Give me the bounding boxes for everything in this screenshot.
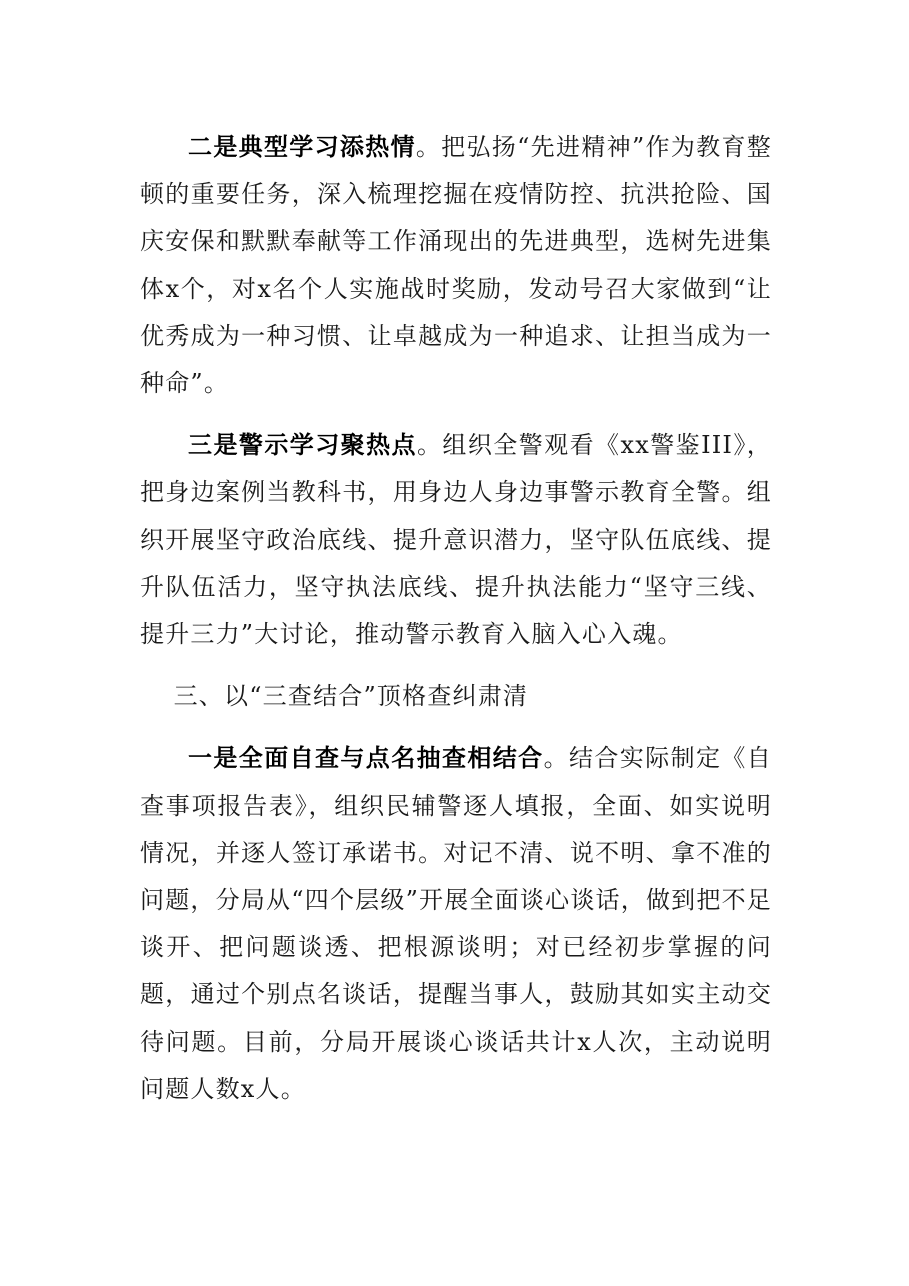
paragraph-lead: 三是警示学习聚热点	[188, 431, 417, 460]
paragraph-warning-learning	[140, 422, 772, 658]
paragraph-body: 。把弘扬“先进精神”作为教育整顿的重要任务，深入梳理挖掘在疫情防控、抗洪抢险、国庆安保和默默奉献等工作涌现出的先进典型，选树先进集体x个，对x名个人实施战时奖励，发动号召大家做到“让优秀成为一种习惯、让卓越成为一种追求、让担当成为一种命”。	[140, 133, 772, 398]
paragraph-typical-learning	[140, 124, 772, 407]
document-content	[140, 124, 772, 1128]
paragraph-body: 。结合实际制定《自查事项报告表》，组织民辅警逐人填报，全面、如实说明情况，并逐人签订承诺书。对记不清、说不明、拿不准的问题，分局从“四个层级”开展全面谈心谈话，做到把不足谈开、把问题谈透、把根源谈明；对已经初步掌握的问题，通过个别点名谈话，提醒当事人，鼓励其如实主动交待问题。目前，分局开展谈心谈话共计x人次，主动说明问题人数x人。	[140, 744, 772, 1103]
paragraph-lead: 二是典型学习添热情	[188, 133, 416, 161]
paragraph-lead: 一是全面自查与点名抽查相结合	[188, 744, 544, 773]
paragraph-self-check	[140, 735, 772, 1113]
paragraph-body: 。组织全警观看《xx警鉴III》，把身边案例当教科书，用身边人身边事警示教育全警。组织开展坚守政治底线、提升意识潜力，坚守队伍底线、提升队伍活力，坚守执法底线、提升执法能力“坚守三线、提升三力”大讨论，推动警示教育入脑入心入魂。	[140, 431, 772, 649]
section-heading: 三、以“三查结合”顶格查纠肃清	[173, 682, 529, 711]
